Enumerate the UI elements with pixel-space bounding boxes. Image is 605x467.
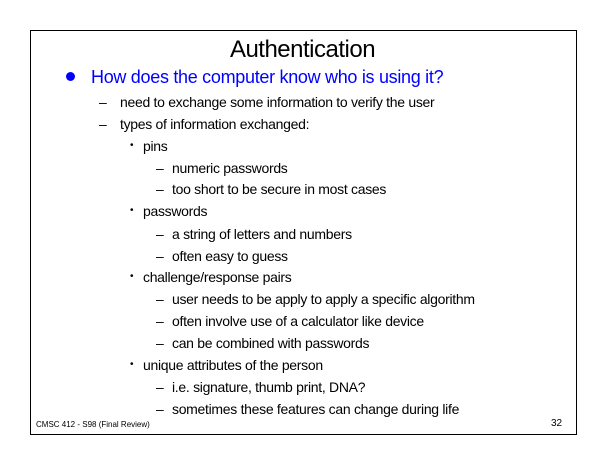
page-number: 32 bbox=[551, 418, 563, 429]
passwords-detail-1: a string of letters and numbers bbox=[172, 226, 352, 242]
footer-course: CMSC 412 - S98 (Final Review) bbox=[36, 420, 150, 429]
dash-icon: – bbox=[156, 379, 164, 395]
type-passwords: passwords bbox=[143, 203, 208, 219]
dash-icon: – bbox=[99, 116, 107, 132]
bullet-icon: • bbox=[130, 140, 134, 151]
type-pins: pins bbox=[143, 138, 168, 154]
pins-detail-1: numeric passwords bbox=[172, 160, 288, 176]
dash-icon: – bbox=[156, 181, 164, 197]
dash-icon: – bbox=[99, 94, 107, 110]
challenge-detail-3: can be combined with passwords bbox=[172, 335, 370, 351]
pins-detail-2: too short to be secure in most cases bbox=[172, 181, 387, 197]
dash-icon: – bbox=[156, 248, 164, 264]
dash-icon: – bbox=[156, 226, 164, 242]
challenge-detail-2: often involve use of a calculator like device bbox=[172, 313, 424, 329]
passwords-detail-2: often easy to guess bbox=[172, 248, 288, 264]
bullet-icon: • bbox=[130, 359, 134, 370]
type-unique-attributes: unique attributes of the person bbox=[143, 357, 323, 373]
dash-icon: – bbox=[156, 313, 164, 329]
dash-icon: – bbox=[156, 335, 164, 351]
main-bullet-dot bbox=[66, 72, 75, 81]
type-challenge-response: challenge/response pairs bbox=[143, 269, 292, 285]
dash-icon: – bbox=[156, 160, 164, 176]
challenge-detail-1: user needs to be apply to apply a specific algorithm bbox=[172, 291, 475, 307]
dash-icon: – bbox=[156, 291, 164, 307]
attributes-detail-2: sometimes these features can change during life bbox=[172, 401, 460, 417]
main-bullet-text: How does the computer know who is using it? bbox=[91, 67, 444, 87]
bullet-icon: • bbox=[130, 205, 134, 216]
attributes-detail-1: i.e. signature, thumb print, DNA? bbox=[172, 379, 366, 395]
subpoint-exchange: need to exchange some information to verify the user bbox=[120, 94, 435, 110]
slide-title: Authentication bbox=[229, 36, 376, 63]
bullet-icon: • bbox=[130, 271, 134, 282]
dash-icon: – bbox=[156, 401, 164, 417]
subpoint-types: types of information exchanged: bbox=[120, 116, 310, 132]
